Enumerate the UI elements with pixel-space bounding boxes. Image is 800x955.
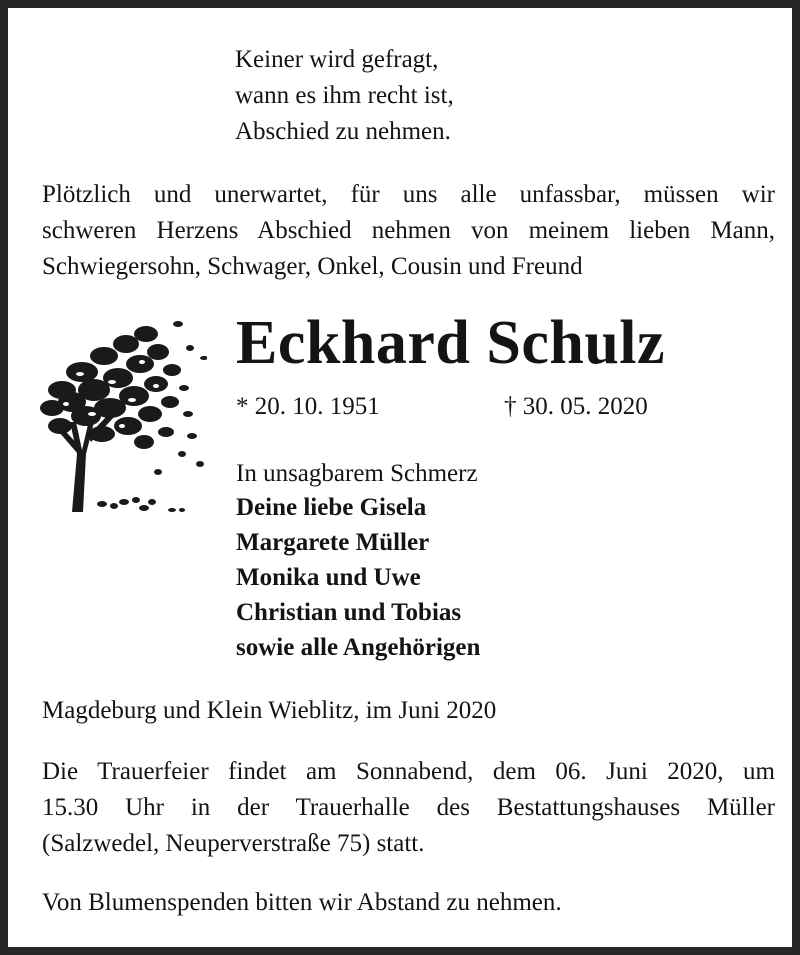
poem-line: Abschied zu nehmen. [235,118,451,145]
funeral-line: 15.30 Uhr in der Trauerhalle des Bestattungshauses Müller [42,794,775,821]
intro-line: Schwiegersohn, Schwager, Onkel, Cousin und Freund [42,253,583,280]
intro-line: Plötzlich und unerwartet, für uns alle unfassbar, müssen wir [42,181,775,208]
birth-date: * 20. 10. 1951 [236,393,380,420]
mourners-intro: In unsagbarem Schmerz [236,460,478,487]
poem-line: wann es ihm recht ist, [235,82,454,109]
closing-line: Von Blumenspenden bitten wir Abstand zu nehmen. [42,889,562,916]
mourner-name: Monika und Uwe [236,564,421,591]
funeral-line: Die Trauerfeier findet am Sonnabend, dem 06. Juni 2020, um [42,758,775,785]
mourner-name: Christian und Tobias [236,599,462,626]
intro-line: schweren Herzens Abschied nehmen von meinem lieben Mann, [42,217,775,244]
poem-line: Keiner wird gefragt, [235,46,439,73]
funeral-line: (Salzwedel, Neuperverstraße 75) statt. [42,830,425,857]
windblown-tree-icon [32,304,207,524]
mourner-name: sowie alle Angehörigen [236,634,481,661]
mourner-name: Deine liebe Gisela [236,494,427,521]
mourner-name: Margarete Müller [236,529,430,556]
death-date: † 30. 05. 2020 [504,393,648,420]
deceased-name: Eckhard Schulz [236,309,666,377]
place-date: Magdeburg und Klein Wieblitz, im Juni 2020 [42,697,497,724]
